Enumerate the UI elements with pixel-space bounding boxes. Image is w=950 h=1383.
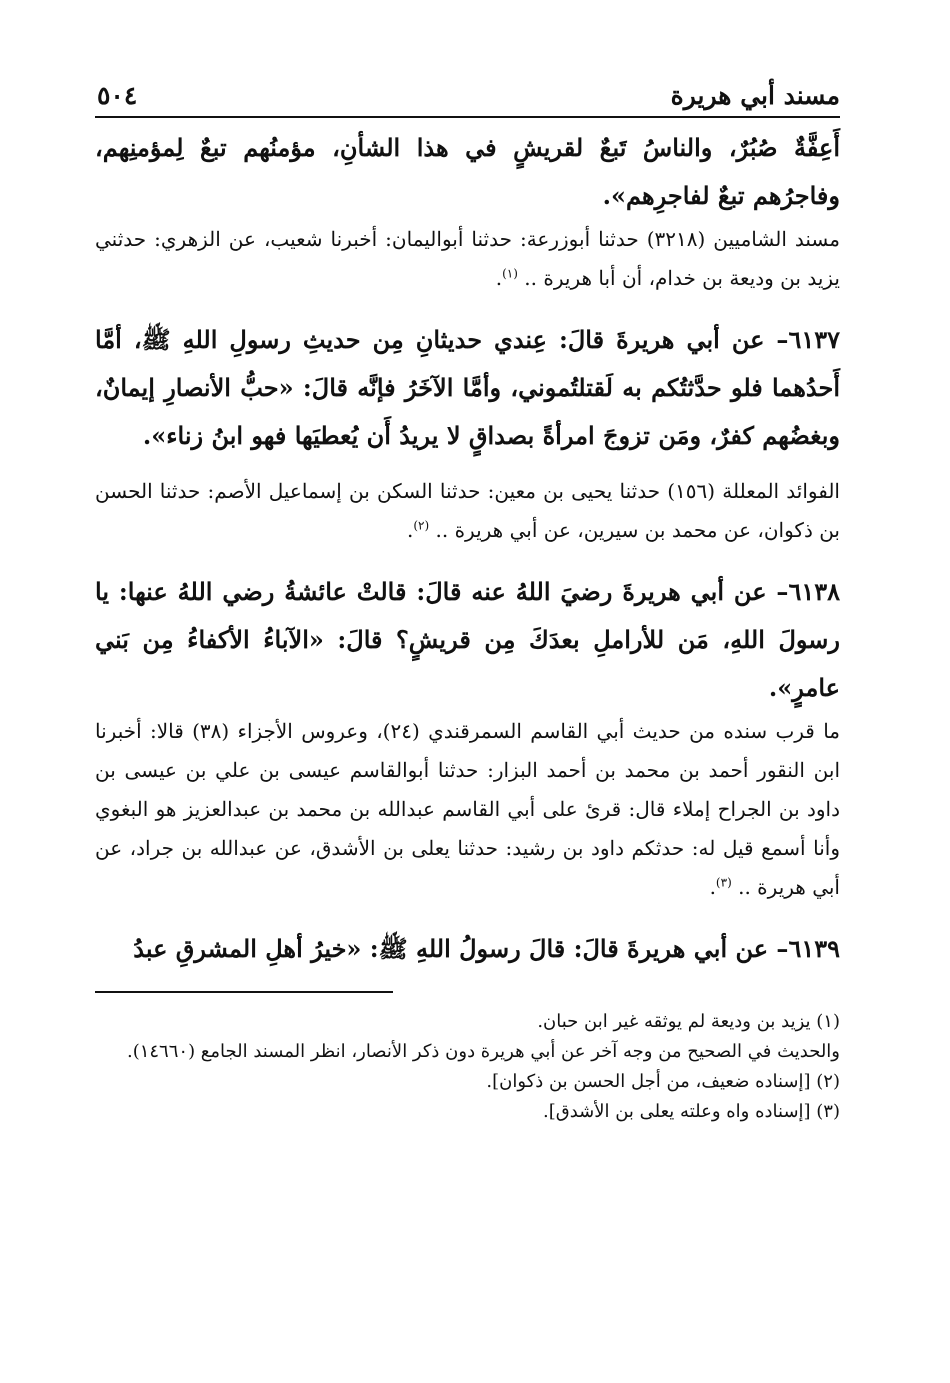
hadith-number: ٦١٣٩	[788, 934, 840, 963]
footnote: والحديث في الصحيح من وجه آخر عن أبي هريرة دون ذكر الأنصار، انظر المسند الجامع (١٤٦٦٠).	[126, 1041, 840, 1062]
hadith-paragraph	[95, 925, 840, 973]
sanad-text: ما قرب سنده من حديث أبي القاسم السمرقندي (٢٤)، وعروس الأجزاء (٣٨) قالا: أخبرنا ابن النقور أحمد بن محمد بن أحمد البزار: حدثنا أبوالقاسم عيسى بن علي بن عيسى بن داود بن الجراح إملاء قال: قرئ على أبي القاسم عبدالله بن محمد بن عبدالعزيز هو البغوي وأنا أسمع قيل له: حدثكم داود بن رشيد: حدثنا يعلى بن الأشدق، عن عبدالله بن جراد، عن أبي هريرة ..	[95, 719, 841, 899]
footnotes	[95, 1007, 840, 1127]
hadith-paragraph	[95, 568, 840, 712]
hadith-text: – عن أبي هريرةَ قالَ: عِندي حديثانِ مِن حديثِ رسولِ اللهِ ﷺ، أمَّا أَحدُهما فلو حدَّثتُكم به لَقتلتُموني، وأمَّا الآخَرُ فإنَّه قالَ: «حبُّ الأنصارِ إيمانٌ، وبغضُهم كفرٌ، ومَن تزوجَ امرأةً بصداقٍ لا يريدُ أَن يُعطيَها فهو ابنُ زناء».	[95, 325, 840, 450]
sanad-paragraph	[95, 472, 840, 550]
footnote: (٢) [إسناده ضعيف، من أجل الحسن بن ذكوان].	[486, 1071, 840, 1092]
book-page	[95, 78, 840, 1278]
hadith-paragraph	[95, 316, 840, 460]
hadith-number: ٦١٣٨	[788, 577, 840, 606]
sanad-text: الفوائد المعللة (١٥٦) حدثنا يحيى بن معين: حدثنا السكن بن إسماعيل الأصم: حدثنا الحسن بن ذكوان، عن محمد بن سيرين، عن أبي هريرة ..	[95, 479, 840, 542]
sanad-paragraph	[95, 220, 840, 298]
running-header	[95, 78, 840, 118]
page-title: مسند أبي هريرة	[670, 81, 840, 110]
sanad-end: .	[709, 875, 716, 899]
footnote: (٣) [إسناده واه وعلته يعلى بن الأشدق].	[543, 1101, 840, 1122]
hadith-text: أَعِفَّةٌ صُبُرٌ، والناسُ تَبعٌ لقريشٍ في هذا الشأنِ، مؤمنُهم تبعٌ لِمؤمنِهم، وفاجرُهم تبعٌ لفاجرِهم».	[95, 133, 840, 210]
footnote-ref: (٢)	[413, 518, 430, 533]
hadith-number: ٦١٣٧	[788, 325, 840, 354]
footnote-ref: (٣)	[715, 875, 732, 890]
footnote-divider	[95, 991, 393, 993]
hadith-continuation	[95, 124, 840, 220]
page-number: ٥٠٤	[97, 81, 138, 110]
footnote-ref: (١)	[502, 266, 518, 281]
hadith-text: – عن أبي هريرةَ رضيَ اللهُ عنه قالَ: قالتْ عائشةُ رضي اللهُ عنها: يا رسولَ اللهِ، مَن للأراملِ بعدَكَ مِن قريشٍ؟ قالَ: «الآباءُ الأكفاءُ مِن بَني عامرٍ».	[95, 577, 840, 702]
hadith-text: – عن أبي هريرةَ قالَ: قالَ رسولُ اللهِ ﷺ: «خيرُ أهلِ المشرقِ عبدُ	[133, 934, 789, 963]
sanad-end: .	[406, 518, 414, 542]
sanad-end: .	[495, 266, 503, 290]
sanad-text: مسند الشاميين (٣٢١٨) حدثنا أبوزرعة: حدثنا أبواليمان: أخبرنا شعيب، عن الزهري: حدثني يزيد بن وديعة بن خدام، أن أبا هريرة ..	[95, 227, 840, 290]
footnote: (١) يزيد بن وديعة لم يوثقه غير ابن حبان.	[537, 1011, 840, 1032]
sanad-paragraph	[95, 712, 840, 907]
